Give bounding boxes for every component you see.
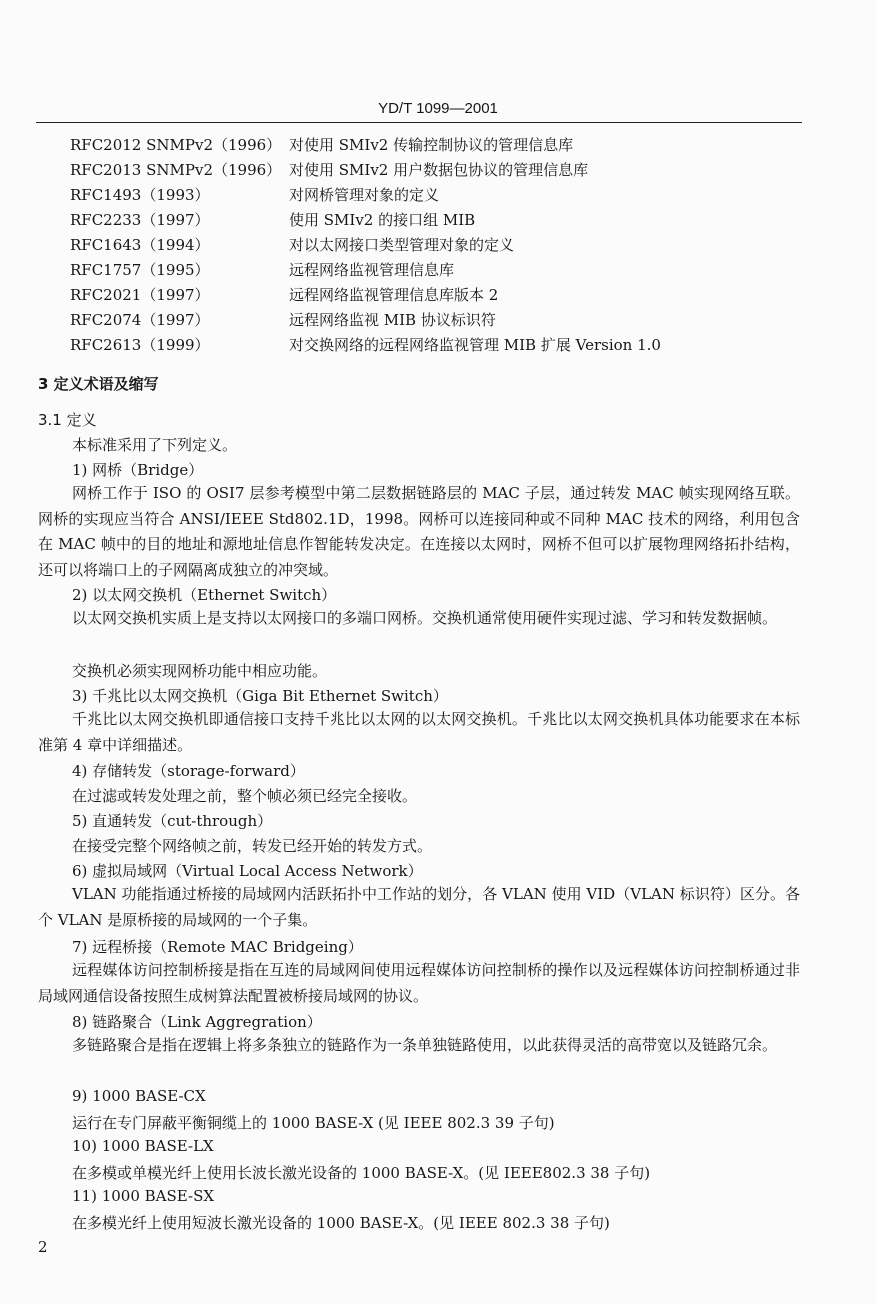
- page-number: 2: [38, 1238, 48, 1256]
- reference-desc: 对使用 SMIv2 传输控制协议的管理信息库: [289, 136, 574, 154]
- definition-term: 7) 远程桥接（Remote MAC Bridgeing）: [72, 938, 363, 956]
- definition-term: 5) 直通转发（cut-through）: [72, 812, 273, 830]
- reference-desc: 对以太网接口类型管理对象的定义: [289, 236, 515, 254]
- definition-text: 运行在专门屏蔽平衡铜缆上的 1000 BASE-X (见 IEEE 802.3 39 子句): [72, 1114, 555, 1132]
- reference-code: RFC1757（1995）: [70, 261, 210, 279]
- reference-desc: 对交换网络的远程网络监视管理 MIB 扩展 Version 1.0: [289, 336, 661, 354]
- definition-term: 4) 存储转发（storage-forward）: [72, 762, 305, 780]
- definition-term: 11) 1000 BASE-SX: [72, 1187, 215, 1205]
- section-intro: 本标准采用了下列定义。: [72, 436, 238, 454]
- definition-text: 在过滤或转发处理之前，整个帧必须已经完全接收。: [72, 787, 418, 805]
- definition-text: 在多模光纤上使用短波长激光设备的 1000 BASE-X。(见 IEEE 802.3 38 子句): [72, 1214, 610, 1232]
- section-3-heading: 3 定义术语及缩写: [38, 375, 159, 393]
- reference-code: RFC2013 SNMPv2（1996）: [70, 161, 282, 179]
- reference-desc: 对网桥管理对象的定义: [289, 186, 440, 204]
- definition-term: 6) 虚拟局域网（Virtual Local Access Network）: [72, 862, 423, 880]
- section-3-1-heading: 3.1 定义: [38, 411, 97, 429]
- reference-desc: 远程网络监视 MIB 协议标识符: [289, 311, 496, 329]
- reference-desc: 远程网络监视管理信息库: [289, 261, 455, 279]
- reference-code: RFC1643（1994）: [70, 236, 210, 254]
- definition-text: 远程媒体访问控制桥接是指在互连的局域网间使用远程媒体访问控制桥的操作以及远程媒体访问控制桥通过非局域网通信设备按照生成树算法配置被桥接局域网的协议。: [38, 961, 800, 1005]
- definition-text: 多链路聚合是指在逻辑上将多条独立的链路作为一条单独链路使用，以此获得灵活的高带宽以及链路冗余。: [72, 1036, 778, 1054]
- reference-code: RFC2074（1997）: [70, 311, 210, 329]
- definition-text: 以太网交换机实质上是支持以太网接口的多端口网桥。交换机通常使用硬件实现过滤、学习和转发数据帧。: [72, 609, 778, 627]
- reference-code: RFC2613（1999）: [70, 336, 210, 354]
- standard-code-header: YD/T 1099—2001: [378, 100, 498, 117]
- definition-term: 10) 1000 BASE-LX: [72, 1137, 214, 1155]
- reference-code: RFC2233（1997）: [70, 211, 210, 229]
- definition-term: 1) 网桥（Bridge）: [72, 461, 204, 479]
- definition-text: 交换机必须实现网桥功能中相应功能。: [72, 662, 328, 680]
- definition-text: 千兆比以太网交换机即通信接口支持千兆比以太网的以太网交换机。千兆比以太网交换机具体功能要求在本标准第 4 章中详细描述。: [38, 710, 800, 754]
- definition-term: 2) 以太网交换机（Ethernet Switch）: [72, 586, 337, 604]
- header-rule: [36, 122, 802, 123]
- definition-text: 网桥工作于 ISO 的 OSI7 层参考模型中第二层数据链路层的 MAC 子层，通过转发 MAC 帧实现网络互联。网桥的实现应当符合 ANSI/IEEE Std802.1D，1998。网桥可以连接同种或不同种 MAC 技术的网络，利用包含在 MAC 帧中的目的地址和源地址信息作智能转发决定。在连接以太网时，网桥不但可以扩展物理网络拓扑结构，还可以将端口上的子网隔离成独立的冲突域。: [38, 484, 800, 579]
- reference-code: RFC2021（1997）: [70, 286, 210, 304]
- reference-code: RFC2012 SNMPv2（1996）: [70, 136, 282, 154]
- reference-code: RFC1493（1993）: [70, 186, 210, 204]
- reference-desc: 对使用 SMIv2 用户数据包协议的管理信息库: [289, 161, 589, 179]
- reference-desc: 使用 SMIv2 的接口组 MIB: [289, 211, 476, 229]
- reference-desc: 远程网络监视管理信息库版本 2: [289, 286, 499, 304]
- definition-text: 在接受完整个网络帧之前，转发已经开始的转发方式。: [72, 837, 433, 855]
- definition-term: 3) 千兆比以太网交换机（Giga Bit Ethernet Switch）: [72, 687, 448, 705]
- definition-text: 在多模或单模光纤上使用长波长激光设备的 1000 BASE-X。(见 IEEE802.3 38 子句): [72, 1164, 651, 1182]
- definition-term: 8) 链路聚合（Link Aggregration）: [72, 1013, 322, 1031]
- definition-text: VLAN 功能指通过桥接的局域网内活跃拓扑中工作站的划分，各 VLAN 使用 VID（VLAN 标识符）区分。各个 VLAN 是原桥接的局域网的一个子集。: [38, 885, 800, 929]
- definition-term: 9) 1000 BASE-CX: [72, 1087, 206, 1105]
